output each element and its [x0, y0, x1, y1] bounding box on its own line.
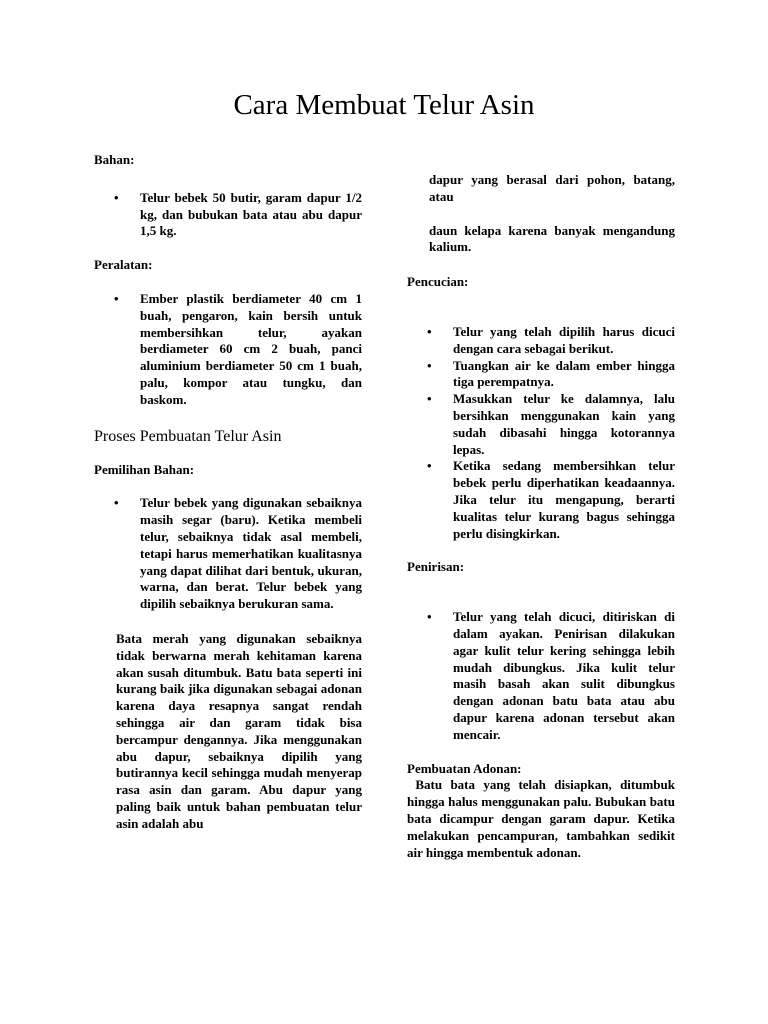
list-item: • Ember plastik berdiameter 40 cm 1 buah, pengaron, kain bersih untuk membersihkan telur, ayakan berdiameter 60 cm 2 buah, panci aluminium berdiameter 50 cm 1 buah, palu, kompor atau tungku, dan baskom.: [114, 290, 362, 407]
peralatan-list: [94, 291, 362, 409]
bullet-icon: •: [427, 323, 432, 339]
list-item: • Masukkan telur ke dalamnya, lalu bersihkan menggunakan kain yang sudah dibasahi hingga kotorannya lepas.: [427, 391, 675, 457]
bullet-icon: •: [114, 189, 119, 205]
proses-title: Proses Pembuatan Telur Asin: [94, 427, 282, 445]
bata-paragraph: Bata merah yang digunakan sebaiknya tidak berwarna merah kehitaman karena akan susah ditumbuk. Batu bata seperti ini kurang baik jika digunakan sebagai adonan karena daya resapnya sangat rendah sehingga air dan garam tidak bisa bercampur dengannya. Jika menggunakan abu dapur, sebaiknya dipilih yang butirannya kecil sehingga mudah menyerap rasa asin dan garam. Abu dapur yang paling baik untuk bahan pembuatan telur asin adalah abu: [116, 630, 362, 831]
daun-paragraph: daun kelapa karena banyak mengandung kalium.: [429, 222, 675, 255]
bullet-icon: •: [114, 290, 119, 306]
list-item: • Tuangkan air ke dalam ember hingga tiga perempatnya.: [427, 357, 675, 390]
list-item: • Telur yang telah dicuci, ditiriskan di dalam ayakan. Penirisan dilakukan agar kulit telur kering sehingga lebih mudah dibungkus. Jika kulit telur masih basah akan sulit dibungkus dengan adonan batu bata atau abu dapur karena adonan tersebut akan mencair.: [427, 609, 675, 742]
bahan-label: Bahan:: [94, 152, 135, 167]
bullet-icon: •: [427, 357, 432, 373]
list-item: • Telur bebek 50 butir, garam dapur 1/2 kg, dan bubukan bata atau abu dapur 1,5 kg.: [114, 189, 362, 239]
list-item: • Telur yang telah dipilih harus dicuci dengan cara sebagai berikut.: [427, 323, 675, 356]
penirisan-list: [407, 609, 675, 743]
pencucian-list: [407, 324, 675, 542]
bahan-list: [94, 190, 362, 240]
pemilihan-label: Pemilihan Bahan:: [94, 461, 195, 477]
adonan-label: Pembuatan Adonan:: [407, 760, 522, 776]
list-item: • Ketika sedang membersihkan telur bebek perlu diperhatikan keadaannya. Jika telur itu mengapung, berarti kualitas telur kurang bagus sehingga perlu disingkirkan.: [427, 458, 675, 541]
pemilihan-list: [94, 495, 362, 613]
left-column: [94, 152, 362, 833]
bullet-icon: •: [427, 458, 432, 474]
right-column: [407, 172, 679, 861]
bullet-icon: •: [114, 495, 119, 511]
pencucian-label: Pencucian:: [407, 274, 469, 290]
abu-continuation: dapur yang berasal dari pohon, batang, atau: [429, 172, 675, 204]
adonan-paragraph: Batu bata yang telah disiapkan, ditumbuk hingga halus menggunakan palu. Bubukan batu bata dicampur dengan garam dapur. Ketika melakukan pencampuran, tambahkan sedikit air hingga membentuk adonan.: [407, 777, 679, 860]
bullet-icon: •: [427, 391, 432, 407]
peralatan-label: Peralatan:: [94, 257, 153, 273]
list-item: • Telur bebek yang digunakan sebaiknya masih segar (baru). Ketika membeli telur, sebaiknya tidak asal membeli, tetapi harus memerhatikan kualitasnya yang dapat dilihat dari bentuk, ukuran, warna, dan berat. Telur bebek yang dipilih sebaiknya berukuran sama.: [114, 495, 362, 612]
document-title: Cara Membuat Telur Asin: [233, 89, 535, 121]
penirisan-label: Penirisan:: [407, 559, 465, 575]
bullet-icon: •: [427, 609, 432, 625]
